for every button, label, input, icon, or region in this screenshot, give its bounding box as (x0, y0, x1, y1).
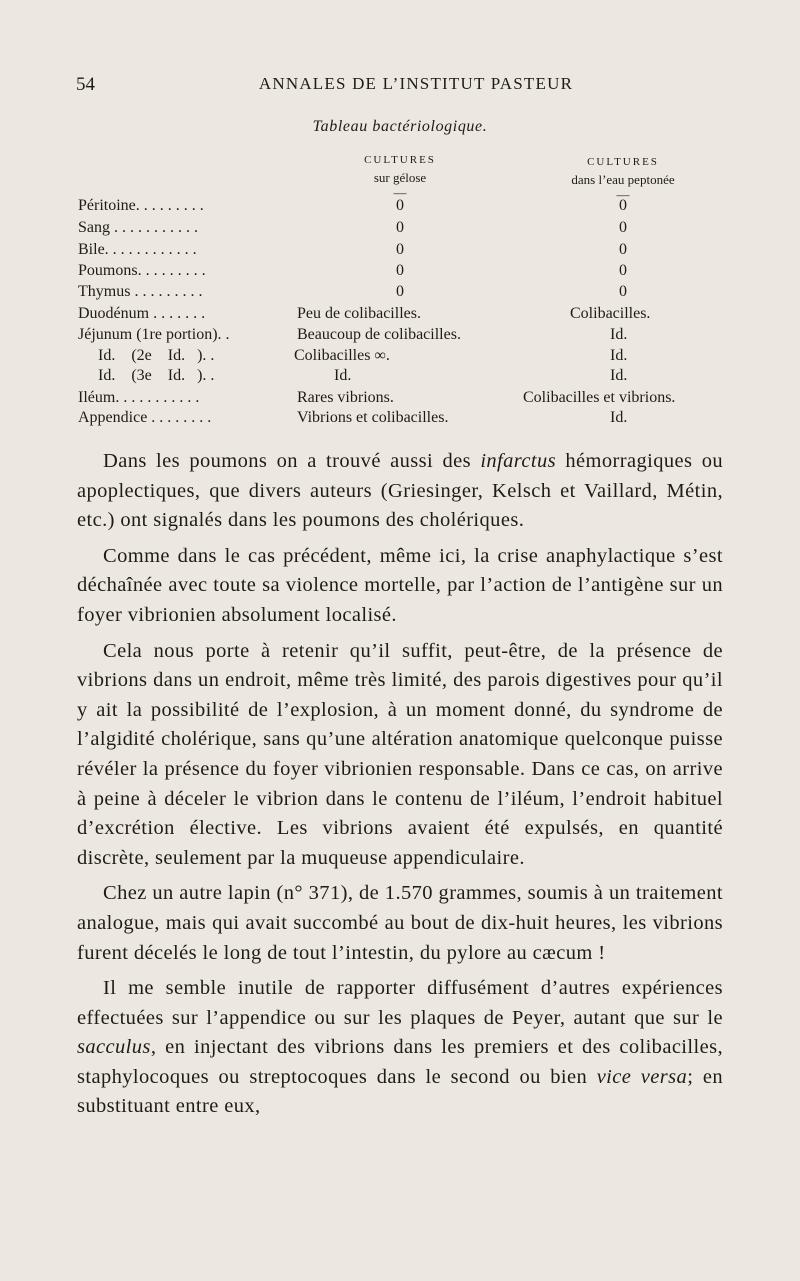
column-peptonee-subtitle: dans l’eau peptonée (571, 172, 675, 187)
cell-gelose: Colibacilles ∞. (294, 347, 390, 364)
cell-gelose: 0 (396, 262, 404, 279)
row-label: Iléum. . . . . . . . . . . (78, 389, 200, 406)
table-title: Tableau bactériologique. (312, 118, 488, 135)
cell-peptonee: Id. (610, 347, 628, 364)
table-row (78, 388, 778, 408)
table-row (78, 325, 778, 345)
cell-gelose: Beaucoup de colibacilles. (297, 326, 461, 343)
cell-gelose: 0 (396, 197, 404, 214)
text-run: ; en substituant entre eux, (77, 1065, 723, 1118)
table-row (78, 408, 778, 428)
cell-peptonee: Colibacilles et vibrions. (523, 389, 676, 406)
cell-peptonee: Colibacilles. (570, 305, 651, 322)
column-peptonee-title: CULTURES (587, 156, 659, 168)
cell-gelose: 0 (396, 241, 404, 258)
column-header-peptonee (528, 152, 718, 202)
row-label: Bile. . . . . . . . . . . . (78, 241, 197, 258)
cell-gelose: Rares vibrions. (297, 389, 394, 406)
cell-gelose: 0 (396, 219, 404, 236)
text-run: Dans les poumons on a trouvé aussi des (103, 450, 481, 472)
row-label: Appendice . . . . . . . . (78, 409, 212, 426)
paragraph (77, 447, 723, 536)
row-label: Id. (2e Id. ). . (78, 347, 215, 364)
table-row (78, 366, 778, 386)
row-label: Sang . . . . . . . . . . . (78, 219, 198, 236)
paragraph: Cela nous porte à retenir qu’il suffit, peut-être, de la présence de vibrions dans un endroit, même très limité, des parois digestives pour qu’il y ait la possibilité de l’explosion, à un moment donné, du syndrome de l’algidité cholérique, sans qu’une altération anatomique quelconque puisse révéler la présence du foyer vibrionien responsable. Dans ce cas, on arrive à peine à déceler le vibrion dans le contenu de l’iléum, l’endroit habituel d’excrétion élective. Les vibrions avaient été expulsés, en quantité discrète, seulement par la muqueuse appendiculaire. (77, 639, 723, 869)
page-number: 54 (76, 74, 95, 95)
paragraph: Comme dans le cas précédent, même ici, la crise anaphylactique s’est déchaînée avec toute sa violence mortelle, par l’action de l’antigène sur un foyer vibrionien absolument localisé. (77, 544, 723, 626)
italic-term: infarctus (480, 450, 557, 472)
row-label: Poumons. . . . . . . . . (78, 262, 206, 279)
table-row (78, 240, 778, 260)
cell-peptonee: Id. (610, 409, 628, 426)
text-run: , en injectant des vibrions dans les premiers et des colibacilles, staphylocoques ou streptocoques dans le second ou bien (77, 1036, 723, 1088)
cell-gelose: 0 (396, 283, 404, 300)
paragraph: Chez un autre lapin (n° 371), de 1.570 grammes, soumis à un traitement analogue, mais qui avait succombé au bout de dix-huit heures, les vibrions furent décelés le long de tout l’intestin, du pylore au cæcum ! (77, 882, 723, 964)
italic-term: vice versa (596, 1065, 688, 1088)
table-row (78, 196, 778, 216)
table-row (78, 282, 778, 302)
row-label: Thymus . . . . . . . . . (78, 283, 203, 300)
cell-peptonee: 0 (619, 197, 627, 214)
text-run: Il me semble inutile de rapporter diffusément d’autres expériences effectuées sur l’appendice ou sur les plaques de Peyer, autant que sur le (77, 977, 723, 1029)
cell-peptonee: 0 (619, 219, 627, 236)
cell-peptonee: 0 (619, 262, 627, 279)
cell-peptonee: 0 (619, 283, 627, 300)
text-run: hémorragiques ou apoplectiques, que divers auteurs (Griesinger, Kelsch et Vaillard, Métin, etc.) ont signalés dans les poumons des cholériques. (77, 450, 723, 532)
cell-peptonee: 0 (619, 241, 627, 258)
paragraph (77, 974, 723, 1122)
cell-gelose: Peu de colibacilles. (297, 305, 421, 322)
row-label: Péritoine. . . . . . . . . (78, 197, 204, 214)
cell-gelose: Vibrions et colibacilles. (297, 409, 449, 426)
table-row (78, 304, 778, 324)
table-row (78, 218, 778, 238)
table-row (78, 346, 778, 366)
cell-gelose: Id. (294, 367, 352, 384)
row-label: Jéjunum (1re portion). . (78, 326, 230, 343)
page-header (76, 74, 756, 100)
cell-peptonee: Id. (610, 326, 628, 343)
column-peptonee-dash: — (616, 187, 630, 202)
table-row (78, 261, 778, 281)
row-label: Id. (3e Id. ). . (78, 367, 215, 384)
column-header-gelose (330, 150, 470, 200)
body-text (77, 447, 723, 1128)
column-gelose-title: CULTURES (364, 154, 436, 166)
italic-term: sacculus (77, 1036, 151, 1059)
column-gelose-subtitle: sur gélose (373, 170, 427, 185)
row-label: Duodénum . . . . . . . (78, 305, 206, 322)
cell-peptonee: Id. (610, 367, 628, 384)
column-gelose-dash: — (393, 185, 407, 200)
running-title: ANNALES DE L’INSTITUT PASTEUR (258, 74, 574, 93)
